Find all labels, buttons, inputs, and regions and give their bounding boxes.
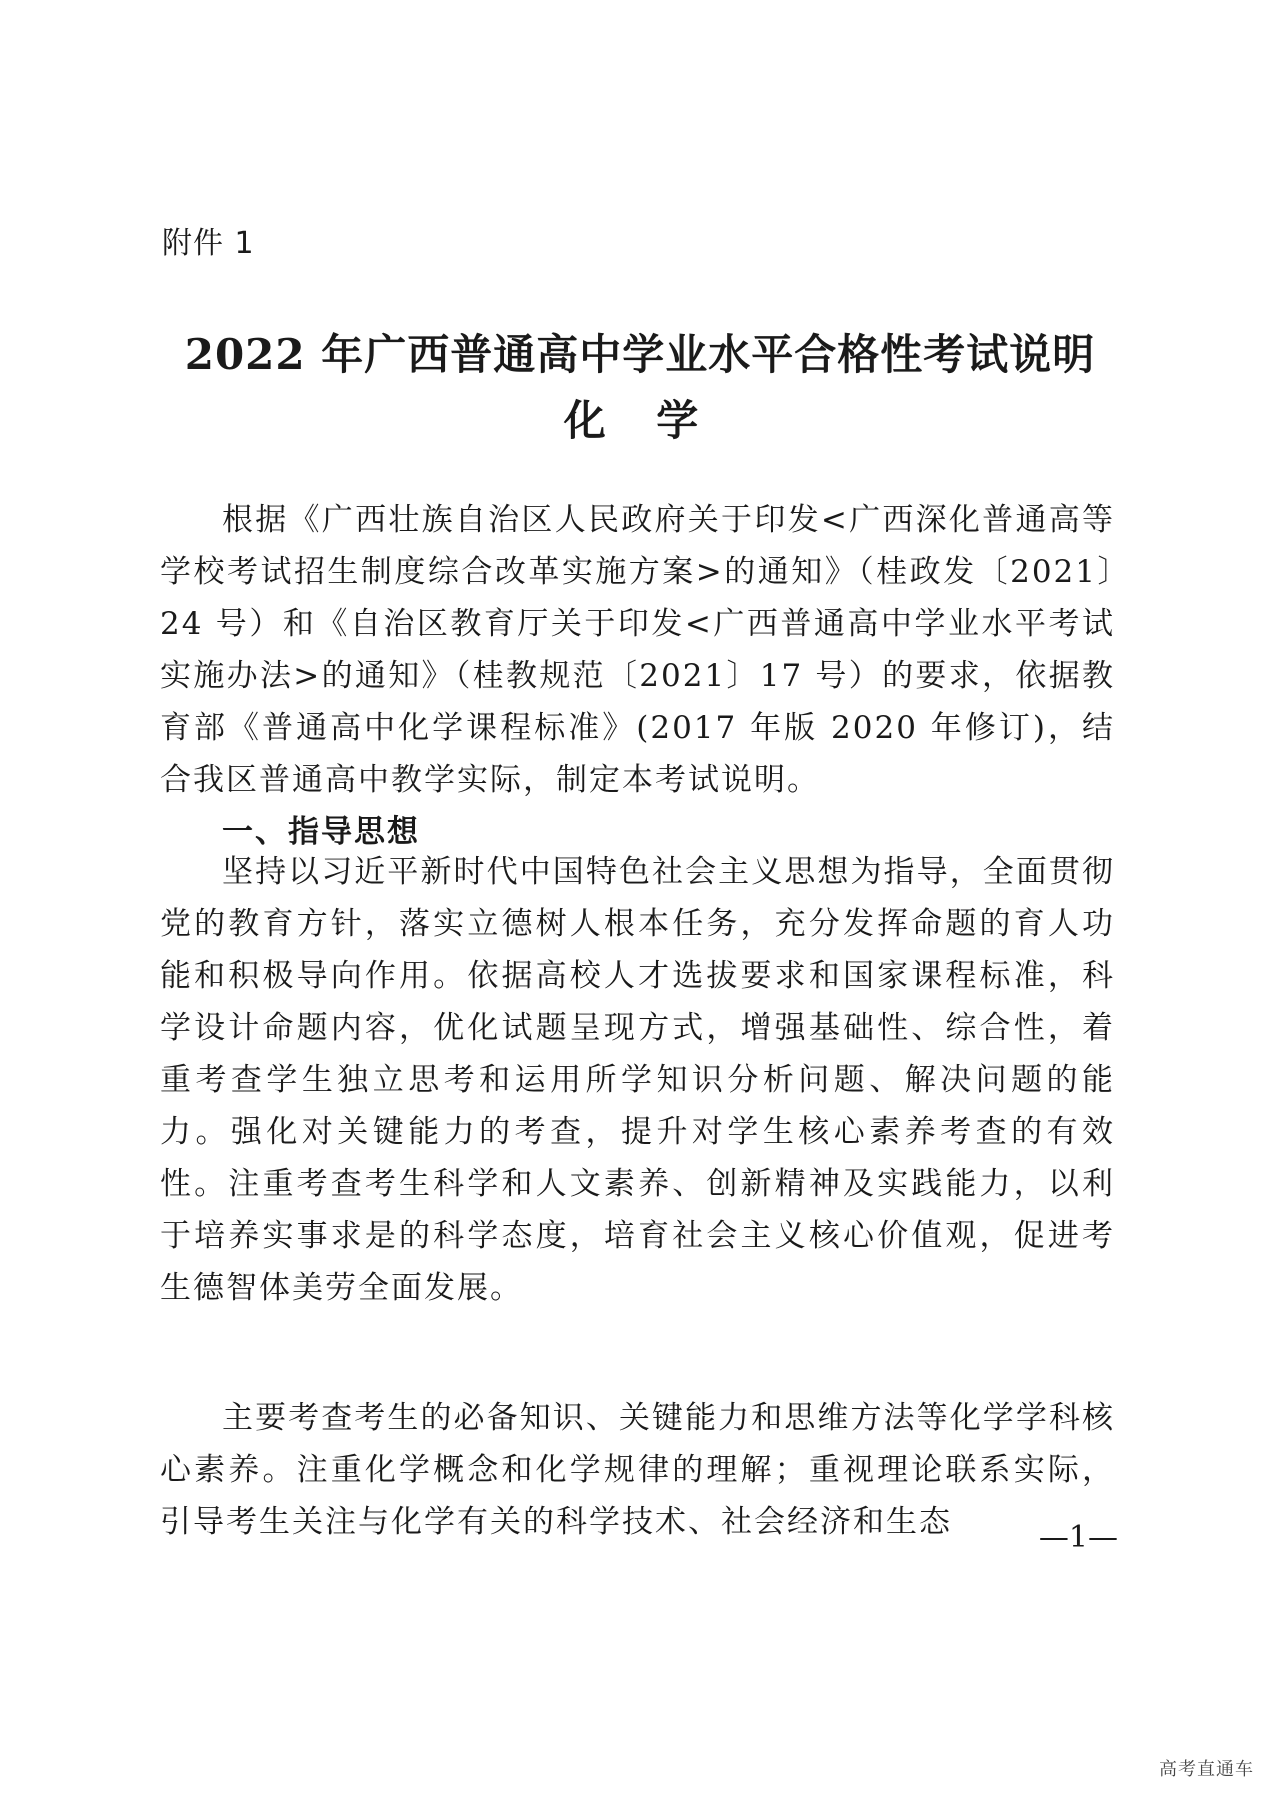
attachment-label: 附件 1 — [162, 226, 255, 261]
section1-paragraph-1: 坚持以习近平新时代中国特色社会主义思想为指导，全面贯彻党的教育方针，落实立德树人根本任务，充分发挥命题的育人功能和积极导向作用。依据高校人才选拔要求和国家课程标准，科学设计命题内容，优化试题呈现方式，增强基础性、综合性，着重考查学生独立思考和运用所学知识分析问题、解决问题的能力。强化对关键能力的考查，提升对学生核心素养考查的有效性。注重考查考生科学和人文素养、创新精神及实践能力，以利于培养实事求是的科学态度，培育社会主义核心价值观，促进考生德智体美劳全面发展。 — [160, 854, 1115, 1306]
section1-block — [160, 846, 1115, 1314]
watermark-text: 高考直通车 — [1159, 1759, 1254, 1780]
page-number: —1— — [1038, 1520, 1118, 1555]
section1-block-2 — [160, 1392, 1115, 1548]
intro-block — [160, 494, 1115, 858]
section1-paragraph-2: 主要考查考生的必备知识、关键能力和思维方法等化学学科核心素养。注重化学概念和化学规律的理解；重视理论联系实际，引导考生关注与化学有关的科学技术、社会经济和生态 — [160, 1400, 1115, 1540]
document-title: 2022 年广西普通高中学业水平合格性考试说明 — [184, 330, 1096, 379]
document-subtitle: 化 学 — [563, 396, 717, 445]
section-heading: 一、指导思想 — [222, 814, 420, 850]
intro-paragraph: 根据《广西壮族自治区人民政府关于印发<广西深化普通高等学校考试招生制度综合改革实施方案>的通知》（桂政发〔2021〕24 号）和《自治区教育厅关于印发<广西普通高中学业水平考试实施办法>的通知》（桂教规范〔2021〕17 号）的要求，依据教育部《普通高中化学课程标准》(2017 年版 2020 年修订)，结合我区普通高中教学实际，制定本考试说明。 — [160, 502, 1115, 798]
